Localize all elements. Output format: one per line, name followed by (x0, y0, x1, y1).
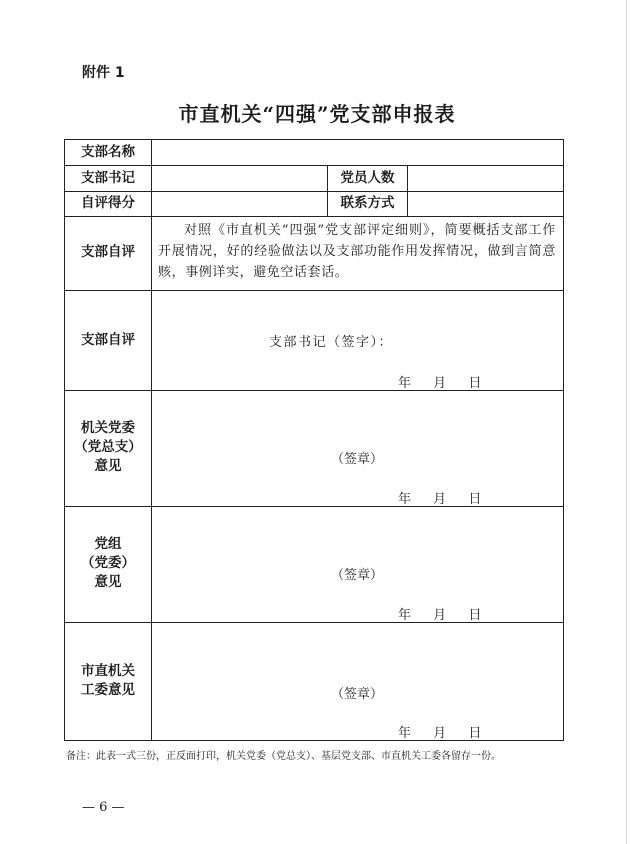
row-divider (65, 290, 563, 291)
attachment-label: 附件 1 (82, 65, 125, 81)
footnote: 备注：此表一式三份，正反面打印，机关党委（党总支）、基层党支部、市直机关工委各留存一份。 (66, 751, 501, 762)
label-line: 意见 (94, 458, 122, 474)
branch-name-field[interactable] (152, 140, 563, 165)
row-divider (65, 506, 563, 507)
date-month: 月 (433, 726, 447, 741)
city-organ-committee-label (65, 662, 151, 700)
self-score-field[interactable] (152, 192, 327, 216)
page-number: — 6 — (82, 800, 125, 815)
date-day: 日 (468, 376, 482, 391)
seal-label: （签章） (331, 687, 384, 702)
branch-secretary-field[interactable] (152, 166, 327, 191)
row-divider (65, 216, 563, 217)
date-line (398, 604, 481, 623)
label-line: （党总支） (74, 439, 142, 455)
branch-name-label: 支部名称 (81, 144, 135, 160)
date-line (398, 372, 481, 391)
branch-secretary-label: 支部书记 (81, 170, 135, 186)
label-line: 机关党委 (81, 420, 135, 436)
self-evaluation-label: 支部自评 (81, 244, 135, 260)
date-year: 年 (398, 726, 412, 741)
party-group-label (65, 535, 151, 592)
date-year: 年 (398, 376, 412, 391)
row-divider (65, 390, 563, 391)
seal-label: （签章） (331, 568, 384, 583)
date-month: 月 (433, 376, 447, 391)
member-count-field[interactable] (408, 166, 563, 191)
label-line: 工委意见 (81, 682, 135, 698)
date-line (398, 722, 481, 741)
label-line: 党组 (94, 536, 122, 552)
contact-label: 联系方式 (340, 195, 395, 211)
date-day: 日 (468, 608, 482, 623)
contact-field[interactable] (408, 192, 563, 216)
date-day: 日 (468, 726, 482, 741)
application-form-table (64, 139, 564, 741)
page-title: 市直机关“四强”党支部申报表 (178, 102, 456, 126)
date-year: 年 (398, 492, 412, 507)
member-count-label: 党员人数 (340, 170, 395, 186)
secretary-signature-label: 支部书记（签字）： (269, 335, 394, 350)
organ-party-committee-label (65, 419, 151, 476)
date-line (398, 488, 481, 507)
column-divider (151, 140, 152, 740)
date-month: 月 (433, 608, 447, 623)
instruction-text: 对照《市直机关“四强”党支部评定细则》，简要概括支部工作开展情况，好的经验做法以及支部功能作用发挥情况，做到言简意赅，事例详实，避免空话套话。 (158, 223, 556, 280)
self-evaluation-label-2: 支部自评 (81, 332, 135, 348)
self-score-label: 自评得分 (81, 195, 135, 211)
label-line: （党委） (81, 555, 135, 571)
date-year: 年 (398, 608, 412, 623)
date-day: 日 (468, 492, 482, 507)
row-divider (65, 622, 563, 623)
label-line: 市直机关 (81, 663, 135, 679)
seal-label: （签章） (331, 452, 384, 467)
date-month: 月 (433, 492, 447, 507)
label-line: 意见 (94, 574, 122, 590)
